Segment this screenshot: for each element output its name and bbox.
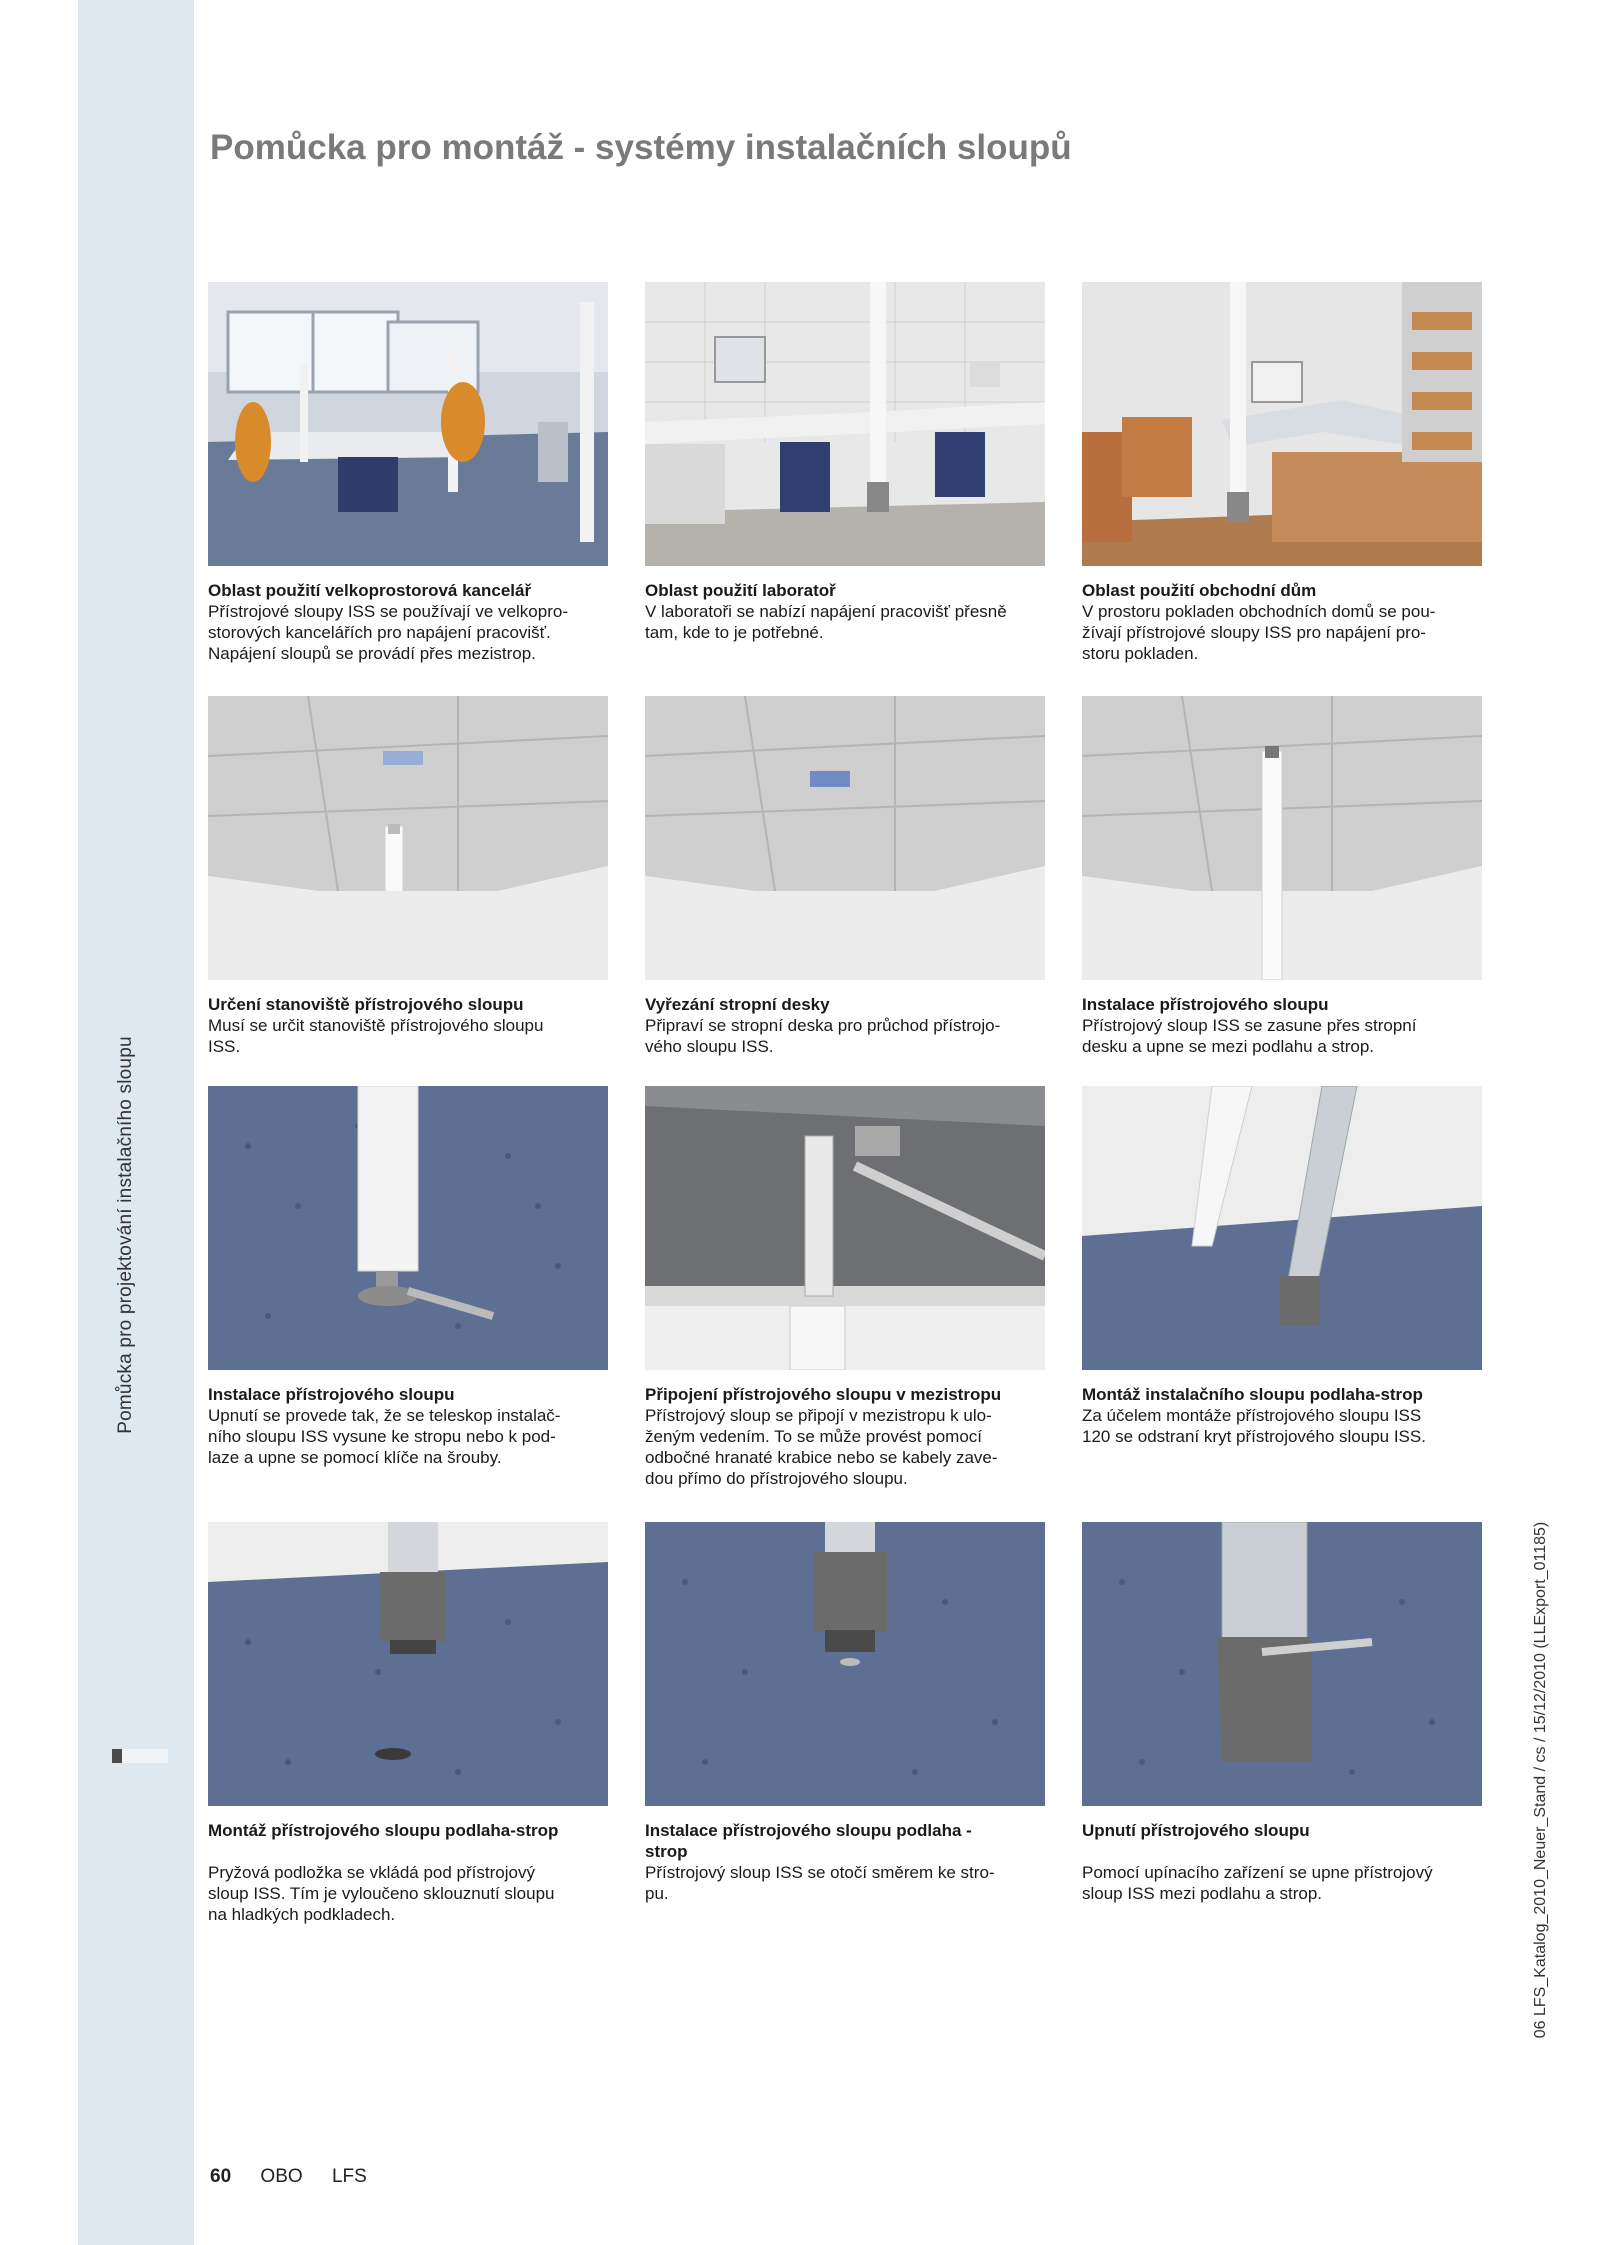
caption-line: Připraví se stropní deska pro průchod přístrojo- [645, 1016, 1001, 1035]
caption-line: Upnutí se provede tak, že se teleskop instalač- [208, 1406, 561, 1425]
caption-title: Montáž instalačního sloupu podlaha-strop [1082, 1385, 1423, 1404]
caption-title: Oblast použití velkoprostorová kancelář [208, 581, 532, 600]
caption-line: V prostoru pokladen obchodních domů se pou- [1082, 602, 1436, 621]
caption-line: vého sloupu ISS. [645, 1037, 774, 1056]
caption-line: Musí se určit stanoviště přístrojového sloupu [208, 1016, 544, 1035]
page-title: Pomůcka pro montáž - systémy instalačních sloupů [210, 128, 1072, 167]
photo-column-through-ceiling [1082, 696, 1482, 980]
footer-brand: OBO [260, 2166, 303, 2187]
photo-ceiling-cutout [645, 696, 1045, 980]
caption-line: ženým vedením. To se může provést pomocí [645, 1427, 983, 1446]
caption-line: storu pokladen. [1082, 644, 1199, 663]
caption-line: sloup ISS. Tím je vyloučeno sklouznutí sloupu [208, 1884, 555, 1903]
photo-ceiling-void-junction [645, 1086, 1045, 1370]
caption-line: sloup ISS mezi podlahu a strop. [1082, 1884, 1323, 1903]
cell-laboratory [645, 282, 1045, 643]
photo-column-foot-pad [208, 1522, 608, 1806]
caption-line: Přístrojový sloup ISS se otočí směrem ke stro- [645, 1863, 995, 1882]
page-number: 60 [210, 2166, 232, 2187]
cell-telescope-clamp [208, 1086, 608, 1468]
caption-line: Přístrojový sloup se připojí v mezistropu k ulo- [645, 1406, 992, 1425]
caption-line: dou přímo do přístrojového sloupu. [645, 1469, 908, 1488]
caption-title: Instalace přístrojového sloupu [208, 1385, 455, 1404]
photo-column-cover-removed [1082, 1086, 1482, 1370]
caption-title: Oblast použití laboratoř [645, 581, 836, 600]
caption-line: laze a upne se pomocí klíče na šrouby. [208, 1448, 502, 1467]
caption-line: ního sloupu ISS vysune ke stropu nebo k pod- [208, 1427, 556, 1446]
photo-column-clamp-device [1082, 1522, 1482, 1806]
caption-line: V laboratoři se nabízí napájení pracovišť přesně [645, 602, 1007, 621]
caption-title: Připojení přístrojového sloupu v mezistropu [645, 1385, 1002, 1404]
caption-line: storových kancelářích pro napájení pracovišť. [208, 623, 551, 642]
side-tab-marker [112, 1749, 168, 1763]
caption-title: Montáž přístrojového sloupu podlaha-strop [208, 1821, 559, 1840]
caption-line: 120 se odstraní kryt přístrojového sloupu ISS. [1082, 1427, 1426, 1446]
photo-department-store [1082, 282, 1482, 566]
cell-cut-ceiling [645, 696, 1045, 1057]
cell-ceiling-connection [645, 1086, 1045, 1489]
caption-line: Za účelem montáže přístrojového sloupu ISS [1082, 1406, 1422, 1425]
caption-title-cont: strop [645, 1842, 688, 1861]
caption-title: Vyřezání stropní desky [645, 995, 830, 1014]
cell-clamp-column [1082, 1522, 1482, 1904]
cell-locate-column [208, 696, 608, 1057]
caption-line: tam, kde to je potřebné. [645, 623, 824, 642]
photo-laboratory [645, 282, 1045, 566]
caption-line: Přístrojové sloupy ISS se používají ve velkopro- [208, 602, 568, 621]
caption-line: ISS. [208, 1037, 241, 1056]
photo-ceiling-marking [208, 696, 608, 980]
caption-line: Přístrojový sloup ISS se zasune přes stropní [1082, 1016, 1417, 1035]
caption-line: odbočné hranaté krabice nebo se kabely zave- [645, 1448, 998, 1467]
side-section-label: Pomůcka pro projektování instalačního sloupu [115, 1036, 136, 1434]
caption-title: Upnutí přístrojového sloupu [1082, 1821, 1310, 1840]
cell-rubber-pad [208, 1522, 608, 1925]
caption-line: Napájení sloupů se provádí přes mezistrop. [208, 644, 536, 663]
cell-rotate-column [645, 1522, 1045, 1904]
caption-title: Instalace přístrojového sloupu [1082, 995, 1329, 1014]
photo-column-foot-wrench [208, 1086, 608, 1370]
photo-open-plan-office [208, 282, 608, 566]
caption-title: Určení stanoviště přístrojového sloupu [208, 995, 524, 1014]
caption-line: na hladkých podkladech. [208, 1905, 396, 1924]
caption-line: Pryžová podložka se vkládá pod přístrojový [208, 1863, 535, 1882]
caption-line: pu. [645, 1884, 669, 1903]
cell-floor-ceiling-mount [1082, 1086, 1482, 1447]
photo-column-foot-rotate [645, 1522, 1045, 1806]
caption-line: žívají přístrojové sloupy ISS pro napájení pro- [1082, 623, 1426, 642]
document-reference: 06 LFS_Katalog_2010_Neuer_Stand / cs / 15/12/2010 (LLExport_01185) [1532, 1521, 1549, 2039]
caption-title: Oblast použití obchodní dům [1082, 581, 1317, 600]
cell-insert-column [1082, 696, 1482, 1057]
cell-department-store [1082, 282, 1482, 664]
page-footer [210, 2166, 391, 2188]
cell-office [208, 282, 608, 664]
caption-line: Pomocí upínacího zařízení se upne přístrojový [1082, 1863, 1433, 1882]
caption-line: desku a upne se mezi podlahu a strop. [1082, 1037, 1375, 1056]
caption-title: Instalace přístrojového sloupu podlaha - [645, 1821, 972, 1840]
footer-section: LFS [331, 2166, 367, 2187]
